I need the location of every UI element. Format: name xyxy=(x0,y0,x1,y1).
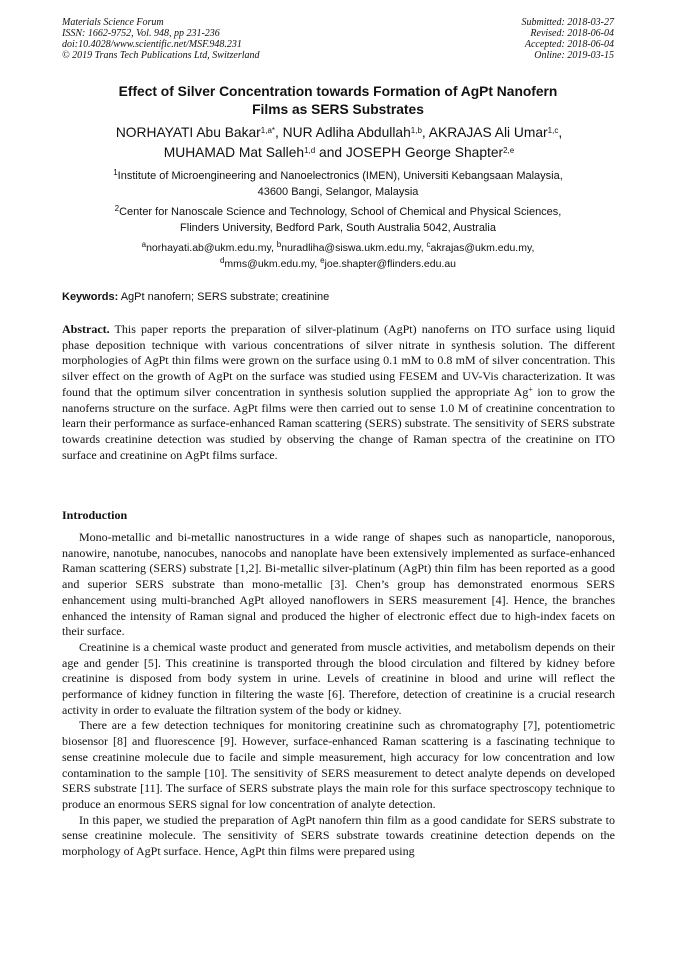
email-link[interactable]: nuradliha@siswa.ukm.edu.my xyxy=(281,242,421,254)
keywords-label: Keywords: xyxy=(62,291,119,303)
author xyxy=(116,125,283,140)
title-line-1: Effect of Silver Concentration towards Formation of AgPt Nanofern xyxy=(118,84,558,99)
affiliation-line: Flinders University, Bedford Park, South Australia 5042, Australia xyxy=(180,222,496,234)
paper-title xyxy=(62,83,614,119)
author-affil-sup: 1,a* xyxy=(260,126,275,135)
abstract-block xyxy=(62,322,615,463)
author-name: JOSEPH George Shapter xyxy=(345,145,504,160)
copyright-line: © 2019 Trans Tech Publications Ltd, Switzerland xyxy=(62,50,260,61)
affiliation-1 xyxy=(62,168,614,200)
introduction-heading: Introduction xyxy=(62,508,128,522)
author xyxy=(283,125,429,140)
body-paragraph: In this paper, we studied the preparation of AgPt nanofern thin film as a good candidate for SERS substrate to sense creatinine molecule. The sensitivity of SERS substrate towards creatinine detection depends on the morphology of AgPt surface. Hence, AgPt thin films were prepared using xyxy=(62,812,615,859)
author-affil-sup: 1,b xyxy=(410,126,422,135)
email-separator: , xyxy=(314,258,321,270)
author-name: AKRAJAS Ali Umar xyxy=(428,125,548,140)
author xyxy=(164,145,346,160)
body-paragraph: Creatinine is a chemical waste product and generated from muscle activities, and metabolism depends on their age and gender [5]. This creatinine is transported through the blood circulation and filtered by kidney before creatinine is disposed from body system in urine. Levels of creatinine in blood and urine will reflect the performance of kidney function in filtering the waste [6]. Therefore, detection of creatinine is a crucial research activity in order to evaluate the filtration system of the body or kidney. xyxy=(62,639,615,717)
author-affil-sup: 2,e xyxy=(503,146,515,155)
online-date: Online: 2019-03-15 xyxy=(534,50,614,61)
keywords-list: AgPt nanofern; SERS substrate; creatinine xyxy=(118,291,330,303)
abstract-superscript: + xyxy=(528,384,533,394)
author-separator: , xyxy=(558,125,563,140)
doi-line[interactable]: doi:10.4028/www.scientific.net/MSF.948.231 xyxy=(62,39,242,50)
author xyxy=(429,125,562,140)
abstract-label: Abstract. xyxy=(62,322,110,336)
accepted-date: Accepted: 2018-06-04 xyxy=(524,39,614,50)
author-name: MUHAMAD Mat Salleh xyxy=(163,145,305,160)
email-sup: b xyxy=(276,240,282,249)
email-sup: d xyxy=(219,256,225,265)
journal-info xyxy=(62,17,260,61)
keywords-line xyxy=(62,290,614,305)
author-separator: and xyxy=(315,145,346,160)
email-link[interactable]: akrajas@ukm.edu.my xyxy=(430,242,532,254)
author-emails xyxy=(62,240,614,272)
submitted-date: Submitted: 2018-03-27 xyxy=(521,17,614,28)
affiliation-line: Center for Nanoscale Science and Technology, School of Chemical and Physical Sciences, xyxy=(119,206,562,218)
author-name: NUR Adliha Abdullah xyxy=(282,125,411,140)
email-link[interactable]: mms@ukm.edu.my xyxy=(224,258,315,270)
abstract-text: ion to grow the nanoferns structure on the surface. AgPt films were then carried out to sense 1.0 M of creatinine concentration to learn their performance as surface-enhanced Raman scattering (SERS) substrate. The sensitivity of SERS substrate towards creatinine detection was studied by observing the change of Raman spectra of the creatinine on ITO surface and creatinine on AgPt films surface. xyxy=(62,384,615,462)
email-sup: a xyxy=(141,240,147,249)
author-affil-sup: 1,c xyxy=(547,126,559,135)
author-name: NORHAYATI Abu Bakar xyxy=(115,125,261,140)
author-separator: , xyxy=(275,125,283,140)
author-affil-sup: 1,d xyxy=(304,146,316,155)
affiliation-sup: 2 xyxy=(114,204,120,213)
author-separator: , xyxy=(421,125,429,140)
introduction-body xyxy=(62,530,615,860)
affiliation-sup: 1 xyxy=(113,168,118,177)
body-paragraph: There are a few detection techniques for monitoring creatinine such as chromatography [7], potentiometric biosensor [8] and fluorescence [9]. However, surface-enhanced Raman scattering is a fascinating technique to sense creatinine molecule due to facile and simple measurement, high accuracy for low concentration and low contamination to the sample [10]. The sensitivity of SERS measurement to detect analyte depends on developed SERS substrate [11]. The surface of SERS substrate plays the main role for this surface spectroscopy technique to produce an enormous SERS signal for low concentration of analyte detection. xyxy=(62,718,615,811)
affiliation-line: Institute of Microengineering and Nanoelectronics (IMEN), Universiti Kebangsaan Malaysia, xyxy=(117,170,563,182)
affiliation-line: 43600 Bangi, Selangor, Malaysia xyxy=(257,186,419,198)
author-list xyxy=(52,123,626,163)
affiliation-2 xyxy=(62,204,614,236)
revised-date: Revised: 2018-06-04 xyxy=(530,28,614,39)
email-separator: , xyxy=(270,242,277,254)
email-link[interactable]: norhayati.ab@ukm.edu.my xyxy=(146,242,271,254)
email-separator: , xyxy=(531,242,535,254)
publication-dates xyxy=(522,17,615,61)
title-line-2: Films as SERS Substrates xyxy=(252,102,424,117)
journal-name: Materials Science Forum xyxy=(62,17,164,28)
email-sup: c xyxy=(426,240,431,249)
body-paragraph: Mono-metallic and bi-metallic nanostructures in a wide range of shapes such as nanoparticle, nanoporous, nanowire, nanotube, nanocubes, nanocobs and nanoplate have been extensively implemented as surface-enhanced Raman scattering (SERS) substrate [1,2]. Bi-metallic silver-platinum (AgPt) thin film has been reported as a good and superior SERS substrate than mono-metallic [3]. Chen’s group has demonstrated enormous SERS enhancement using multi-branched AgPt alloyed nanoflowers in SERS measurement [4]. Hence, the branches enhanced the intensity of Raman signal and produced the higher of electronic effect due to high-index facets on their surface. xyxy=(62,530,615,639)
email-sup: e xyxy=(320,256,325,265)
abstract-text: This paper reports the preparation of silver-platinum (AgPt) nanoferns on ITO surface using liquid phase deposition technique with various concentrations of silver nitrate in synthesis solution. The different morphologies of AgPt thin films were grown on the surface using 0.1 mM to 0.8 mM of silver concentration. This silver effect on the growth of AgPt on the surface was studied using FESEM and UV-Vis characterization. It was found that the optimum silver concentration in synthesis solution supplied the appropriate Ag xyxy=(62,322,615,399)
email-link[interactable]: joe.shapter@flinders.edu.au xyxy=(324,258,457,270)
issn-line: ISSN: 1662-9752, Vol. 948, pp 231-236 xyxy=(62,28,220,39)
author xyxy=(346,145,514,160)
email-separator: , xyxy=(420,242,427,254)
